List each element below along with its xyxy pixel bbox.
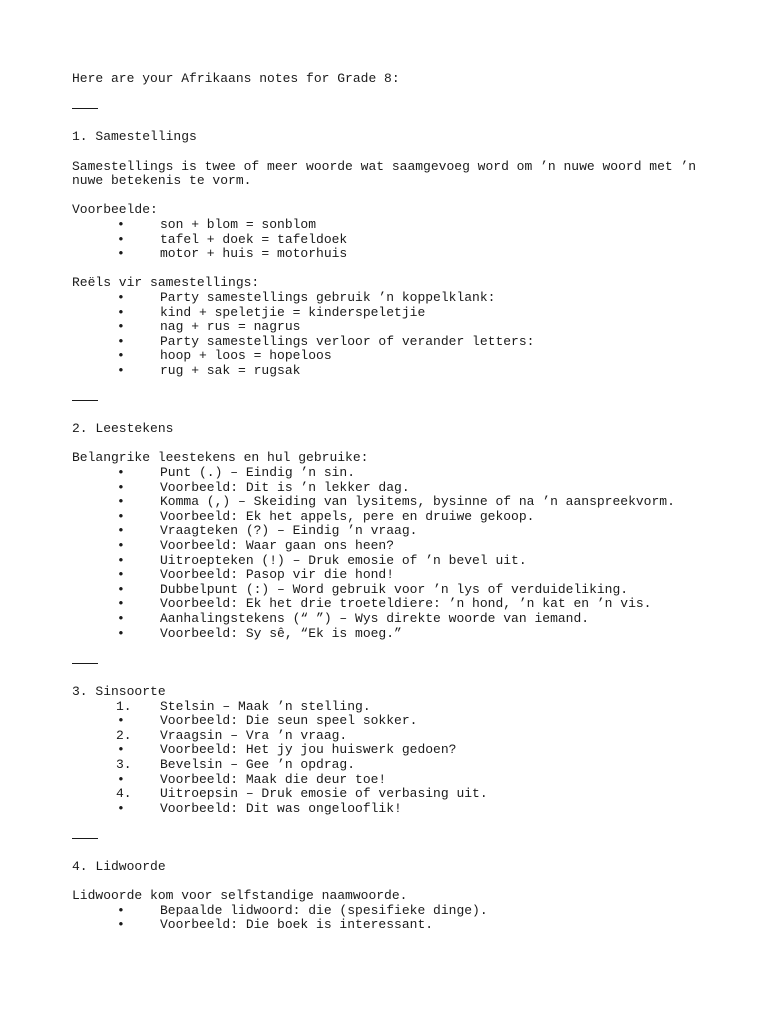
list-item: 3. Bevelsin – Gee ’n opdrag. (116, 756, 356, 772)
bullet: • (117, 246, 125, 262)
section-heading-lidwoorde: 4. Lidwoorde (72, 859, 166, 875)
bullet: • (117, 742, 125, 758)
list-item: • Voorbeeld: Het jy jou huiswerk gedoen? (117, 742, 457, 758)
section-divider (72, 831, 702, 846)
samestellings-definition: Samestellings is twee of meer woorde wat saamgevoeg word om ’n nuwe woord met ’n nuwe betekenis te vorm. (72, 158, 697, 189)
list-item: 1. Stelsin – Maak ’n stelling. (116, 698, 371, 714)
bullet: • (117, 625, 125, 641)
bullet: • (117, 713, 125, 729)
bullet: • (117, 333, 125, 349)
list-item: 4. Uitroepsin – Druk emosie of verbasing uit. (116, 786, 488, 802)
list-item: • Voorbeeld: Sy sê, “Ek is moeg.” (117, 625, 402, 641)
bullet: • (117, 289, 125, 305)
list-item: 2. Vraagsin – Vra ’n vraag. (116, 727, 348, 743)
bullet: • (117, 538, 125, 553)
section-divider (72, 101, 702, 116)
bullet: • (117, 800, 125, 816)
list-item: • Voorbeeld: Ek het drie troeteldiere: ’n hond, ’n kat en ’n vis. (117, 596, 652, 612)
list-item: • Voorbeeld: Ek het appels, pere en druiwe gekoop. (117, 508, 535, 524)
list-item: • hoop + loos = hopeloos (117, 348, 332, 364)
rules-label: Reëls vir samestellings: (72, 275, 260, 291)
bullet: • (117, 348, 125, 364)
section-divider (72, 656, 702, 671)
rules-list (72, 291, 702, 379)
list-item: • nag + rus = nagrus (117, 319, 301, 335)
bullet: • (117, 216, 125, 232)
list-marker: 3. (116, 756, 132, 772)
list-item: • Voorbeeld: Waar gaan ons heen? (117, 538, 395, 553)
list-item: • Voorbeeld: Pasop vir die hond! (117, 567, 395, 583)
bullet: • (117, 552, 125, 568)
list-item: • kind + speletjie = kinderspeletjie (117, 304, 426, 320)
list-item: • Voorbeeld: Die boek is interessant. (117, 917, 434, 933)
sinsoorte-list (72, 700, 702, 817)
intro-line: Here are your Afrikaans notes for Grade 8: (72, 71, 400, 86)
list-item: • Aanhalingstekens (“ ”) – Wys direkte woorde van iemand. (117, 610, 590, 626)
bullet: • (117, 494, 125, 510)
list-item: • rug + sak = rugsak (117, 362, 301, 378)
bullet: • (117, 610, 125, 626)
bullet: • (117, 581, 125, 597)
list-item: • Party samestellings verloor of verander letters: (117, 333, 535, 349)
list-item: • Bepaalde lidwoord: die (spesifieke dinge). (117, 902, 488, 918)
bullet: • (117, 304, 125, 320)
bullet: • (117, 319, 125, 335)
list-item: • Komma (,) – Skeiding van lysitems, bysinne of na ’n aanspreekvorm. (117, 494, 675, 510)
list-item: • Punt (.) – Eindig ’n sin. (117, 465, 356, 481)
list-item: • Dubbelpunt (:) – Word gebruik voor ’n lys of verduideliking. (117, 581, 629, 597)
list-item: • son + blom = sonblom (117, 216, 317, 232)
leestekens-list (72, 466, 702, 641)
bullet: • (117, 362, 125, 378)
list-item: • Vraagteken (?) – Eindig ’n vraag. (117, 523, 418, 539)
list-item: • Voorbeeld: Dit was ongelooflik! (117, 800, 402, 816)
bullet: • (117, 508, 125, 524)
bullet: • (117, 523, 125, 539)
list-item: • motor + huis = motorhuis (117, 246, 348, 262)
bullet: • (117, 902, 125, 918)
list-marker: 2. (116, 727, 132, 743)
examples-label: Voorbeelde: (72, 202, 158, 218)
list-item: • Voorbeeld: Die seun speel sokker. (117, 713, 418, 729)
bullet: • (117, 231, 125, 247)
section-heading-sinsoorte: 3. Sinsoorte (72, 683, 166, 699)
list-item: • Voorbeeld: Dit is ’n lekker dag. (117, 479, 410, 495)
lidwoorde-list (72, 904, 702, 933)
list-marker: 1. (116, 698, 132, 714)
list-marker: 4. (116, 786, 132, 802)
section-heading-leestekens: 2. Leestekens (72, 421, 174, 437)
bullet: • (117, 917, 125, 933)
list-item: • Voorbeeld: Maak die deur toe! (117, 771, 387, 787)
leestekens-intro: Belangrike leestekens en hul gebruike: (72, 450, 369, 466)
section-divider (72, 393, 702, 408)
bullet: • (117, 479, 125, 495)
section-heading-samestellings: 1. Samestellings (72, 129, 197, 145)
lidwoorde-intro: Lidwoorde kom voor selfstandige naamwoorde. (72, 888, 408, 904)
bullet: • (117, 596, 125, 612)
bullet: • (117, 771, 125, 787)
list-item: • Uitroepteken (!) – Druk emosie of ’n bevel uit. (117, 552, 527, 568)
bullet: • (117, 465, 125, 481)
list-item: • Party samestellings gebruik ’n koppelklank: (117, 289, 496, 305)
examples-list (72, 218, 702, 262)
list-item: • tafel + doek = tafeldoek (117, 231, 348, 247)
document-body (72, 72, 702, 933)
bullet: • (117, 567, 125, 583)
